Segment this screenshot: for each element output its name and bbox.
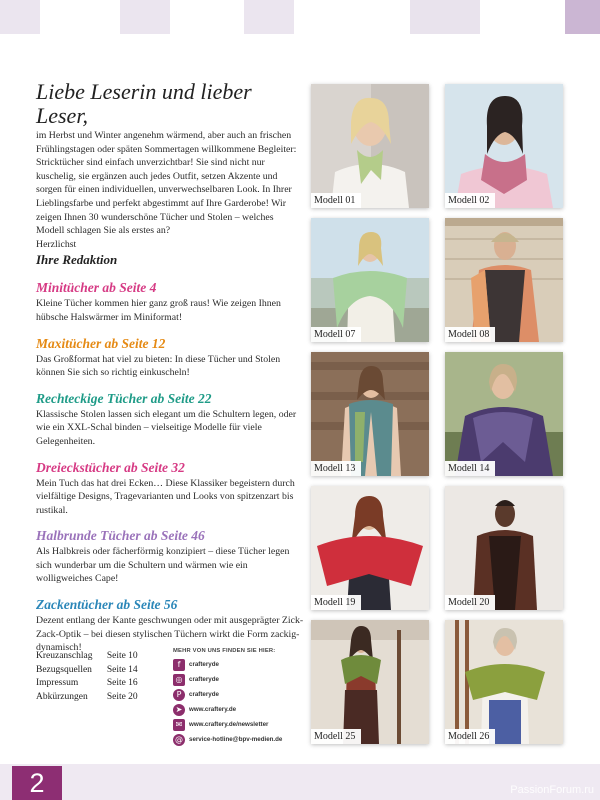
watermark: PassionForum.ru: [510, 784, 594, 796]
model-image: [445, 218, 563, 342]
section-title: Dreieckstücher ab Seite 32: [36, 459, 185, 475]
model-image: [311, 218, 429, 342]
index-row: [36, 677, 156, 691]
top-tab: [244, 0, 294, 34]
section-zacken: [36, 597, 304, 655]
social-web[interactable]: [173, 702, 313, 717]
model-photo[interactable]: [445, 620, 563, 744]
social-facebook[interactable]: [173, 657, 313, 672]
section-text: Als Halbkreis oder fächerförmig konzipiert – diese Tücher legen sich wunderbar um die Schultern und wärmen wie ein wolligweiches Cape!: [36, 546, 290, 585]
editor-signature: Ihre Redaktion: [36, 252, 118, 268]
web-icon: ➤: [173, 704, 185, 716]
model-label: Modell 19: [311, 595, 361, 610]
model-image: [311, 620, 429, 744]
social-text: service-hotline@bpv-medien.de: [189, 736, 283, 743]
intro-text: im Herbst und Winter angenehm wärmend, aber auch an frischen Frühlingstagen oder späten Sommertagen willkommene Begleiter: Stricktücher sind einfach unverzichtbar! Sie sind nicht nur kuschelig, sie ergänzen auch jedes Outfit, setzen Akzente und sorgen für einen individuellen, unverwechselbaren Look. In Ihrer Lieblingsfarbe und perfekt abgestimmt auf Ihre Garderobe! Wir zeigen Ihnen 30 wunderschöne Tücher und Stolen – welches Modell schlagen Sie als erstes an?: [36, 130, 297, 237]
social-text: crafteryde: [189, 691, 219, 698]
social-newsletter[interactable]: [173, 717, 313, 732]
section-text: Das Großformat hat viel zu bieten: In diese Tücher und Stolen können Sie sich so richtig einkuscheln!: [36, 353, 281, 379]
page-number: 2: [12, 766, 62, 800]
social-text: crafteryde: [189, 676, 219, 683]
model-label: Modell 08: [445, 327, 495, 342]
model-photo[interactable]: [311, 84, 429, 208]
model-image: [445, 620, 563, 744]
index-list: [36, 650, 156, 704]
index-label: Impressum: [36, 678, 79, 688]
model-label: Modell 07: [311, 327, 361, 342]
model-label: Modell 20: [445, 595, 495, 610]
model-image: [311, 352, 429, 476]
greeting-heading: Liebe Leserin und lieber Leser,: [36, 79, 252, 128]
social-text: www.craftery.de/newsletter: [189, 721, 269, 728]
social-text: crafteryde: [189, 661, 219, 668]
section-halbrunde: [36, 528, 304, 586]
email-icon: @: [175, 734, 183, 744]
index-page: Seite 14: [106, 664, 138, 675]
model-photo[interactable]: [311, 620, 429, 744]
section-title: Rechteckige Tücher ab Seite 22: [36, 390, 212, 406]
editorial-column: [36, 80, 304, 655]
section-maxituecher: [36, 336, 304, 380]
section-minituecher: [36, 280, 304, 324]
model-label: Modell 25: [311, 729, 361, 744]
top-tab: [120, 0, 170, 34]
index-row: [36, 650, 156, 664]
social-email[interactable]: [173, 732, 313, 747]
social-pinterest[interactable]: [173, 687, 313, 702]
section-title: Halbrunde Tücher ab Seite 46: [36, 528, 205, 544]
model-image: [311, 486, 429, 610]
model-photo[interactable]: [445, 352, 563, 476]
top-tab: [565, 0, 600, 34]
top-tab: [0, 0, 40, 34]
model-photo[interactable]: [311, 352, 429, 476]
top-tab: [410, 0, 480, 34]
model-photo[interactable]: [311, 218, 429, 342]
social-links: [173, 648, 313, 747]
model-label: Modell 14: [445, 461, 495, 476]
model-photo[interactable]: [445, 486, 563, 610]
model-label: Modell 13: [311, 461, 361, 476]
section-dreieck: [36, 460, 304, 518]
section-text: Dezent entlang der Kante geschwungen oder mit ausgeprägter Zick-Zack-Optik – bei diesen stylischen Tüchern wirkt die Form zackig-dynamisch!: [36, 615, 304, 654]
section-text: Klassische Stolen lassen sich elegant um die Schultern legen, oder wie ein XXL-Schal binden – vielseitige Modelle für viele Gelegenheiten.: [36, 408, 297, 447]
section-text: Kleine Tücher kommen hier ganz groß raus! Wie zeigen Ihnen hübsche Halswärmer im Miniformat!: [36, 298, 281, 323]
model-photo[interactable]: [445, 84, 563, 208]
model-label: Modell 26: [445, 729, 495, 744]
newsletter-icon: ✉: [173, 719, 185, 731]
section-title: Minitücher ab Seite 4: [36, 280, 157, 296]
section-rechteckige: [36, 391, 304, 449]
top-band: [0, 0, 600, 34]
index-row: [36, 664, 156, 678]
facebook-icon: f: [173, 659, 185, 671]
pinterest-icon: P: [173, 689, 185, 701]
model-image: [445, 486, 563, 610]
social-title: MEHR VON UNS FINDEN SIE HIER:: [173, 648, 276, 654]
model-label: Modell 01: [311, 193, 361, 208]
index-row: [36, 691, 156, 705]
index-label: Kreuzanschlag: [36, 651, 93, 661]
model-photo[interactable]: [311, 486, 429, 610]
social-text: www.craftery.de: [189, 706, 237, 713]
section-text: Mein Tuch das hat drei Ecken… Diese Klassiker begeistern durch vielfältige Designs, Tragevarianten und Looks von spitzenzart bis rustikal.: [36, 477, 295, 516]
index-label: Bezugsquellen: [36, 664, 92, 675]
model-image: [445, 84, 563, 208]
section-title: Maxitücher ab Seite 12: [36, 335, 166, 351]
model-image: [445, 352, 563, 476]
instagram-icon: ◎: [173, 674, 185, 686]
index-page: Seite 10: [106, 651, 138, 661]
model-photo[interactable]: [445, 218, 563, 342]
index-page: Seite 16: [106, 678, 138, 688]
social-instagram[interactable]: [173, 672, 313, 687]
model-image: [311, 84, 429, 208]
index-label: Abkürzungen: [36, 691, 88, 702]
closing-text: Herzlichst: [36, 238, 77, 250]
model-label: Modell 02: [445, 193, 495, 208]
index-page: Seite 20: [106, 691, 138, 702]
section-title: Zackentücher ab Seite 56: [36, 597, 178, 613]
